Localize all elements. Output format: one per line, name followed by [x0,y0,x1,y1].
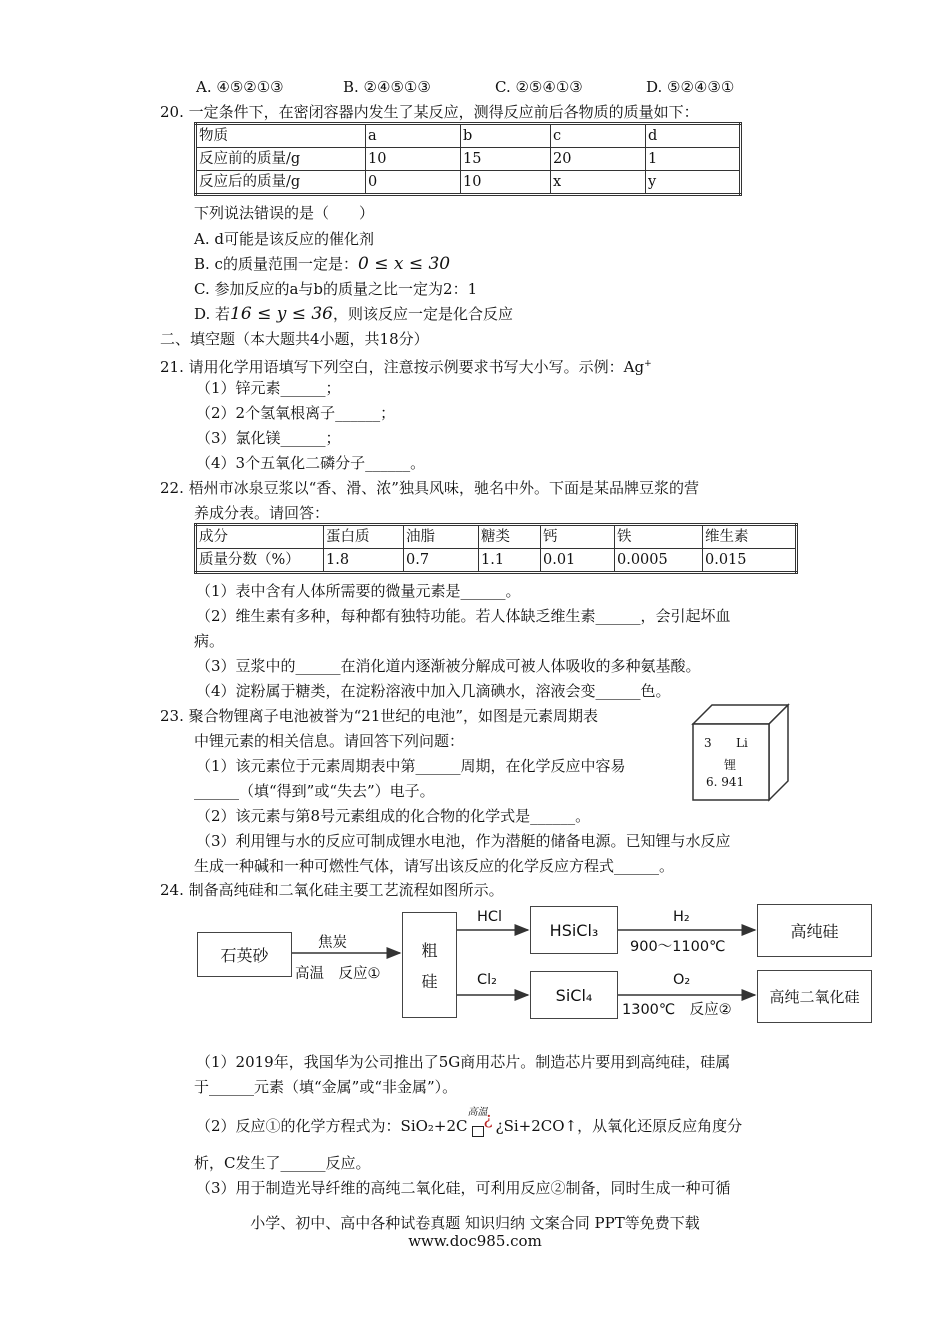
table-cell: 15 [461,148,551,171]
q20-option-b [194,254,450,274]
flow-label-condition-2: 1300℃ 反应② [622,1002,732,1018]
q23-line: 23. 聚合物锂离子电池被誉为“21世纪的电池”，如图是元素周期表 [160,707,599,725]
table-row [196,549,797,573]
table-cell: b [461,124,551,148]
footer-url[interactable]: www.doc985.com [408,1232,542,1250]
equation-left: （2）反应①的化学方程式为：SiO₂+2C [196,1117,468,1135]
q20-option-d-post: ，则该反应一定是化合反应 [333,305,514,323]
table-row [196,525,797,549]
lithium-element-cube [690,702,790,802]
q20-option-b-math: 0 ≤ x ≤ 30 [357,254,451,274]
q19-option-a: A. ④⑤②①③ [196,78,284,96]
equation-condition-label: 高温 [467,1107,488,1118]
q20-option-a: A. d可能是该反应的催化剂 [194,230,374,248]
flow-box-pure-sio2: 高纯二氧化硅 [757,970,872,1023]
crude-silicon-char-2: 硅 [421,972,438,991]
q21-item: （4）3个五氧化二磷分子______。 [196,454,426,472]
table-cell: 维生素 [703,525,797,549]
table-cell: a [366,124,461,148]
q20-option-d-math: 16 ≤ y ≤ 36 [230,304,334,324]
table-cell: 钙 [541,525,615,549]
flow-label-temp-1: 900～1100℃ [630,939,726,955]
q22-item: （3）豆浆中的______在消化道内逐渐被分解成可被人体吸收的多种氨基酸。 [196,657,701,675]
q22-nutrition-table [194,523,798,574]
table-cell: 1 [646,148,741,171]
equation-condition [467,1107,496,1137]
q20-mass-table [194,122,742,196]
q23-line: （2）该元素与第8号元素组成的化合物的化学式是______。 [196,807,591,825]
table-cell: 10 [461,171,551,195]
crude-silicon-char-1: 粗 [421,941,438,960]
table-cell: 0.01 [541,549,615,573]
table-cell: 成分 [196,525,324,549]
cube-atomic-number: 3 [704,736,712,750]
q22-item: 病。 [194,632,225,650]
table-cell: y [646,171,741,195]
table-cell: 铁 [615,525,703,549]
q24-item: （3）用于制造光导纤维的高纯二氧化硅，可利用反应②制备，同时生成一种可循 [196,1179,731,1197]
table-row [196,148,741,171]
q24-item: （1）2019年，我国华为公司推出了5G商用芯片。制造芯片要用到高纯硅，硅属 [196,1053,731,1071]
table-cell: 质量分数（%） [196,549,324,573]
cube-symbol: Li [736,736,748,750]
table-cell: x [551,171,646,195]
table-cell: 反应前的质量/g [196,148,366,171]
cube-element-name: 锂 [724,758,737,772]
q21-item: （1）锌元素______； [196,379,341,397]
q24-item: 于______元素（填“金属”或“非金属”）。 [194,1078,458,1096]
missing-glyph-box-icon [472,1126,484,1137]
q20-option-d-pre: D. 若 [194,305,231,323]
flow-label-o2: O₂ [673,972,691,988]
table-cell: 油脂 [404,525,479,549]
equation-right: ¿Si+2CO↑，从氧化还原反应角度分 [495,1117,743,1135]
table-cell: 反应后的质量/g [196,171,366,195]
section-heading: 二、填空题（本大题共4小题，共18分） [160,330,429,348]
q19-option-d: D. ⑤②④③① [646,78,735,96]
table-cell: 10 [366,148,461,171]
table-cell: 蛋白质 [324,525,404,549]
q21-stem [160,354,652,377]
table-cell: 0.015 [703,549,797,573]
cube-atomic-mass: 6. 941 [706,775,745,789]
table-cell: 物质 [196,124,366,148]
flow-box-crude-silicon [402,912,457,1018]
q24-stem: 24. 制备高纯硅和二氧化硅主要工艺流程如图所示。 [160,881,504,899]
q23-line: 生成一种碱和一种可燃性气体，请写出该反应的化学反应方程式______。 [194,857,675,875]
table-cell: d [646,124,741,148]
q20-option-d [194,304,513,324]
q22-item: （1）表中含有人体所需要的微量元素是______。 [196,582,521,600]
table-cell: 糖类 [479,525,541,549]
flow-box-quartz-sand: 石英砂 [197,932,292,977]
equation-q-mark: ¿ [483,1109,493,1129]
table-cell: c [551,124,646,148]
flow-label-cl2: Cl₂ [477,972,497,988]
table-cell: 1.1 [479,549,541,573]
q20-option-b-text: B. c的质量范围一定是： [194,255,358,273]
q23-line: （1）该元素位于元素周期表中第______周期，在化学反应中容易 [196,757,626,775]
table-cell: 0.0005 [615,549,703,573]
table-cell: 20 [551,148,646,171]
q22-item: （4）淀粉属于糖类，在淀粉溶液中加入几滴碘水，溶液会变______色。 [196,682,671,700]
q24-item: 析，C发生了______反应。 [194,1154,371,1172]
q20-stem: 20. 一定条件下，在密闭容器内发生了某反应，测得反应前后各物质的质量如下： [160,103,699,121]
flow-box-pure-silicon: 高纯硅 [757,904,872,957]
table-row [196,124,741,148]
q21-stem-text: 21. 请用化学用语填写下列空白，注意按示例要求书写大小写。示例：Ag [160,358,645,376]
flow-box-sicl4: SiCl₄ [530,971,618,1019]
footer-line-1: 小学、初中、高中各种试卷真题 知识归纳 文案合同 PPT等免费下载 [250,1214,700,1232]
q22-stem-line1: 22. 梧州市冰泉豆浆以“香、滑、浓”独具风味，驰名中外。下面是某品牌豆浆的营 [160,479,699,497]
q21-stem-sup: + [644,359,652,369]
table-cell: 1.8 [324,549,404,573]
q19-option-b: B. ②④⑤①③ [343,78,431,96]
flow-box-hsicl3: HSiCl₃ [530,906,618,954]
q24-equation-line [196,1107,743,1137]
table-cell: 0 [366,171,461,195]
q21-item: （3）氯化镁______； [196,429,341,447]
table-cell: 0.7 [404,549,479,573]
table-row [196,171,741,195]
flow-label-condition-1: 高温 反应① [295,966,381,982]
flow-label-h2: H₂ [673,909,690,925]
flow-label-hcl: HCl [477,909,503,925]
q21-item: （2）2个氢氧根离子______； [196,404,396,422]
q23-line: 中锂元素的相关信息。请回答下列问题： [194,732,465,750]
q22-item: （2）维生素有多种，每种都有独特功能。若人体缺乏维生素______，会引起坏血 [196,607,731,625]
flow-label-coke: 焦炭 [318,935,347,951]
q23-line: ______（填“得到”或“失去”）电子。 [194,782,435,800]
q20-option-c: C. 参加反应的a与b的质量之比一定为2：1 [194,280,478,298]
q20-question: 下列说法错误的是（ ） [194,204,375,222]
q23-line: （3）利用锂与水的反应可制成锂水电池，作为潜艇的储备电源。已知锂与水反应 [196,832,731,850]
q22-stem-line2: 养成分表。请回答： [194,504,330,522]
q19-option-c: C. ②⑤④①③ [495,78,583,96]
